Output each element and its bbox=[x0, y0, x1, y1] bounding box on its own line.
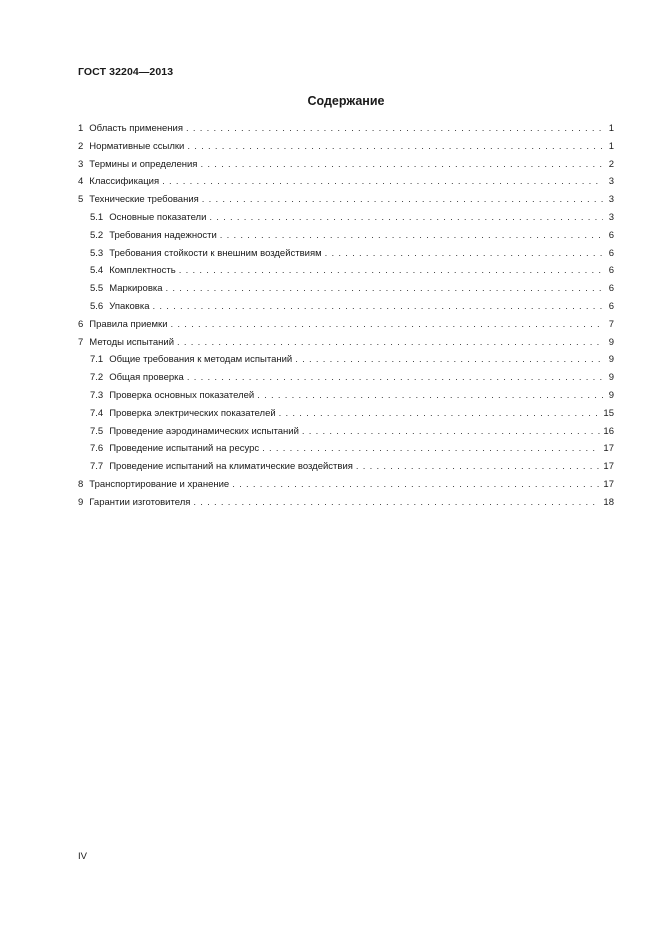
toc-entry-title: Транспортирование и хранение bbox=[89, 478, 230, 490]
dot-leader bbox=[153, 298, 604, 316]
dot-leader bbox=[262, 440, 600, 458]
dot-leader bbox=[220, 227, 603, 245]
toc-entry[interactable] bbox=[78, 262, 614, 280]
toc-entry-number: 7.3 bbox=[90, 389, 104, 401]
toc-entry-number: 8 bbox=[78, 478, 84, 490]
toc-entry[interactable] bbox=[78, 173, 614, 191]
toc-entry-number: 4 bbox=[78, 176, 84, 188]
toc-entry[interactable] bbox=[78, 369, 614, 387]
toc-entry-number: 5.5 bbox=[90, 283, 104, 295]
toc-entry[interactable] bbox=[78, 120, 614, 138]
dot-leader bbox=[232, 476, 600, 494]
toc-entry-number: 5.2 bbox=[90, 229, 104, 241]
toc-entry-number: 9 bbox=[78, 496, 84, 508]
toc-entry-number: 5.3 bbox=[90, 247, 104, 259]
toc-entry-page: 16 bbox=[603, 425, 614, 437]
toc-entry-title: Маркировка bbox=[109, 283, 163, 295]
toc-entry-title: Проверка основных показателей bbox=[109, 389, 255, 401]
toc-entry-title: Основные показатели bbox=[109, 211, 207, 223]
toc-entry-title: Методы испытаний bbox=[89, 336, 175, 348]
toc-entry-title: Проведение испытаний на климатические воздействия bbox=[109, 461, 353, 473]
toc-entry-number: 7 bbox=[78, 336, 84, 348]
toc-entry-page: 18 bbox=[603, 496, 614, 508]
toc-entry-page: 2 bbox=[608, 158, 614, 170]
toc-entry-page: 1 bbox=[608, 123, 614, 134]
toc-entry[interactable] bbox=[78, 245, 614, 263]
toc-entry-title: Термины и определения bbox=[89, 158, 198, 170]
toc-entry-title: Проверка электрических показателей bbox=[109, 407, 276, 419]
dot-leader bbox=[209, 209, 603, 227]
dot-leader bbox=[193, 494, 600, 512]
toc-entry-title: Комплектность bbox=[109, 265, 176, 277]
toc-title: Содержание bbox=[307, 94, 385, 108]
toc-entry-title: Упаковка bbox=[109, 300, 150, 312]
dot-leader bbox=[179, 262, 603, 280]
toc-entry[interactable] bbox=[78, 351, 614, 369]
dot-leader bbox=[166, 280, 603, 298]
toc-entry-page: 9 bbox=[608, 354, 614, 366]
toc-entry-title: Общая проверка bbox=[109, 372, 184, 384]
toc-entry-number: 7.2 bbox=[90, 372, 104, 384]
toc-entry-page: 9 bbox=[608, 389, 614, 401]
table-of-contents bbox=[78, 120, 614, 512]
dot-leader bbox=[325, 245, 603, 263]
toc-entry-title: Технические требования bbox=[89, 194, 199, 206]
toc-entry-number: 5 bbox=[78, 194, 84, 206]
toc-entry-title: Проведение испытаний на ресурс bbox=[109, 443, 260, 455]
toc-entry[interactable] bbox=[78, 227, 614, 245]
dot-leader bbox=[200, 156, 603, 174]
toc-entry-page: 9 bbox=[608, 372, 614, 384]
dot-leader bbox=[187, 138, 603, 156]
toc-entry-page: 6 bbox=[608, 247, 614, 259]
toc-entry-number: 2 bbox=[78, 140, 84, 152]
toc-entry-page: 6 bbox=[608, 300, 614, 312]
toc-entry[interactable] bbox=[78, 191, 614, 209]
toc-entry[interactable] bbox=[78, 334, 614, 352]
dot-leader bbox=[302, 423, 601, 441]
toc-entry-title: Классификация bbox=[89, 176, 160, 188]
dot-leader bbox=[186, 120, 603, 138]
toc-entry-page: 6 bbox=[608, 229, 614, 241]
toc-entry-page: 6 bbox=[608, 265, 614, 277]
dot-leader bbox=[202, 191, 603, 209]
dot-leader bbox=[171, 316, 603, 334]
toc-entry[interactable] bbox=[78, 440, 614, 458]
toc-entry-number: 7.1 bbox=[90, 354, 104, 366]
toc-entry-number: 7.4 bbox=[90, 407, 104, 419]
dot-leader bbox=[295, 351, 603, 369]
toc-entry-page: 7 bbox=[608, 318, 614, 330]
toc-entry-title: Правила приемки bbox=[89, 318, 168, 330]
toc-entry-number: 5.6 bbox=[90, 300, 104, 312]
dot-leader bbox=[162, 173, 603, 191]
toc-entry-number: 5.1 bbox=[90, 211, 104, 223]
toc-entry-title: Гарантии изготовителя bbox=[89, 496, 191, 508]
toc-entry-title: Нормативные ссылки bbox=[89, 140, 185, 152]
toc-entry-title: Требования стойкости к внешним воздействиям bbox=[109, 247, 322, 259]
toc-entry-page: 17 bbox=[603, 443, 614, 455]
toc-entry-number: 7.5 bbox=[90, 425, 104, 437]
toc-entry-number: 5.4 bbox=[90, 265, 104, 277]
toc-entry[interactable] bbox=[78, 458, 614, 476]
toc-entry-title: Проведение аэродинамических испытаний bbox=[109, 425, 299, 437]
toc-entry-page: 17 bbox=[603, 478, 614, 490]
toc-entry[interactable] bbox=[78, 405, 614, 423]
dot-leader bbox=[356, 458, 601, 476]
toc-entry-title: Требования надежности bbox=[109, 229, 217, 241]
toc-entry-page: 9 bbox=[608, 336, 614, 348]
dot-leader bbox=[177, 334, 603, 352]
toc-entry-page: 3 bbox=[608, 194, 614, 206]
toc-entry[interactable] bbox=[78, 476, 614, 494]
toc-entry[interactable] bbox=[78, 494, 614, 512]
dot-leader bbox=[257, 387, 603, 405]
document-code: ГОСТ 32204—2013 bbox=[78, 66, 174, 78]
toc-entry-number: 6 bbox=[78, 318, 84, 330]
toc-entry-page: 3 bbox=[608, 211, 614, 223]
toc-entry[interactable] bbox=[78, 209, 614, 227]
toc-entry[interactable] bbox=[78, 138, 614, 156]
toc-entry[interactable] bbox=[78, 423, 614, 441]
toc-entry-page: 1 bbox=[608, 140, 614, 152]
toc-entry-page: 3 bbox=[608, 176, 614, 188]
toc-entry-title: Общие требования к методам испытаний bbox=[109, 354, 293, 366]
toc-entry-page: 15 bbox=[603, 407, 614, 419]
toc-entry-number: 7.7 bbox=[90, 461, 104, 473]
toc-entry-number: 1 bbox=[78, 123, 84, 134]
toc-entry-page: 17 bbox=[603, 461, 614, 473]
toc-entry[interactable] bbox=[78, 156, 614, 174]
toc-entry[interactable] bbox=[78, 298, 614, 316]
toc-entry[interactable] bbox=[78, 387, 614, 405]
toc-entry-number: 7.6 bbox=[90, 443, 104, 455]
dot-leader bbox=[279, 405, 601, 423]
toc-entry-title: Область применения bbox=[89, 123, 183, 134]
page-number: IV bbox=[78, 851, 87, 862]
toc-entry-number: 3 bbox=[78, 158, 84, 170]
dot-leader bbox=[187, 369, 603, 387]
toc-entry[interactable] bbox=[78, 280, 614, 298]
toc-entry-page: 6 bbox=[608, 283, 614, 295]
toc-entry[interactable] bbox=[78, 316, 614, 334]
